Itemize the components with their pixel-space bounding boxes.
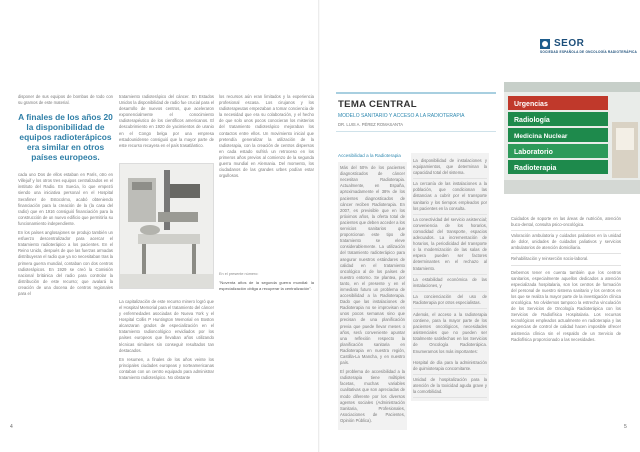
- left-column-2: [119, 94, 214, 384]
- seor-logo-subtitle: SOCIEDAD ESPAÑOLA DE ONCOLOGÍA RADIOTERÁPICA: [540, 50, 638, 54]
- caption-label: En el presente número:: [219, 272, 259, 277]
- left-col2-para-2: En resumen, a finales de los años veinte los principales ciudades europeas y norteamericanas contaban con un centro equipado para administrar tratamiento radioterápico. No obstante: [119, 356, 214, 380]
- right-col1-para-2: El problema de accesibilidad a la radioterapia tiene múltiples facetas, muchas variables cualitativas que son apreciadas de modo diferente por los diversos agentes sociales (Administración Sanitaria, Profesionales, Asociaciones de Pacientes, Opinión Pública).: [340, 369, 405, 423]
- right-col3-body: Debemos tener en cuenta también que los centros sanitarios, especialmente aquellos dedicados a atención especializada hospitalaria, son los centros de formación del personal de nuestro sistema sanitario y los centros en los que se realiza la mayor parte de la investigación clínica oncológica. No olvidemos tampoco la estrecha vinculación de los Servicios de Oncología Radioterápica con los Servicios de Radiofísica Hospitalaria. Los recursos tecnológicos empleados actualmente en radioterapia y las exigencias de control de calidad hacen imposible ofrecer asistencia clínica sin el respaldo de un Servicio de Radiofísica proporcionado a las necesidades.: [511, 269, 621, 342]
- left-col1-para-1: cada uno Dos de ellos estaban en París, otro en Villejuif y los otros tres equipos centralizados en el instituto del Radio. En Suecia, lo que empezó siendo una iniciativa personal en el Hospital Serafimer de Estocolmo, acabó obteniendo financiación para la creación de la (la casa del radio) que en 1916 consiguió financiación para la construcción de un nuevo edificio que permitiría su funcionamiento independiente.: [18, 172, 113, 226]
- hospital-signs-photo: [504, 82, 640, 194]
- seor-logo: [540, 38, 584, 49]
- right-col1-para-1: Más del 50% de los pacientes diagnosticados de cáncer necesitan Radioterapia. Actualmente, en España, aproximadamente el 38% de los pacientes diagnosticados de cáncer reciben Radioterapia. En 2007, es previsible que en los próximos años, la oferta total de pacientes que deben acceder a los servicios sanitarios que proporcionan este tipo de tratamiento se eleve considerablemente. La utilización del tratamiento radioterápico para asegurar nuestros estándares de calidad en el tratamiento oncológico al de los países de nuestro entorno. Se plantea, por tanto, en el presente y en el inmediato futuro un problema de accesibilidad a la Radioterapia. Dado que las instalaciones de Radioterapia no se improvisan en unos pocos semanas sino que precisan de una planificación previa que puede llevar meses o años, será conveniente apuntar una reflexión respecto la planificación sanitaria en Radioterapia en nuestra región, Castilla-La Mancha, y en nuestro país.: [340, 165, 405, 366]
- radiotherapy-equipment-illustration: [120, 164, 214, 289]
- seor-logo-text: SEOR: [554, 38, 585, 49]
- bullet-item: La disponibilidad de instalaciones y equipamientos, que determinan la capacidad total del sistema.: [413, 156, 487, 179]
- bullet-item: La concienciación del uso de Radioterapia por otros especialistas.: [413, 292, 487, 309]
- bullet-item: Rehabilitación y reinserción socio-laboral.: [511, 254, 621, 265]
- left-column-3: [219, 94, 314, 291]
- sign-medicina-nuclear: Medicina Nuclear: [514, 133, 568, 140]
- right-col2-box: [411, 153, 489, 401]
- bullet-item: Unidad de hospitalización para la atención de la toxicidad aguda grave y la comorbilidad.: [413, 375, 487, 398]
- bullet-item: Cuidados de soporte en las áreas de nutrición, atención buco-dental, consulta psico-oncológica.: [511, 214, 621, 231]
- left-column-1: [18, 94, 113, 300]
- hospital-signs-illustration: [504, 82, 640, 194]
- bullet-item: La conectividad del servicio asistencial; conveniencia de los horarios, comodidad del transporte, espacios adecuados. La incrementación de horarios, la periodicidad del transporte o la modernización de las salas de espera pueden ser factores determinantes en el rechazo al tratamiento.: [413, 215, 487, 275]
- pull-quote: A finales de los años 20 la disponibilidad de equipos radioterápicos era similar en otros países europeos.: [18, 112, 113, 163]
- bullet-item: Hospital de día para la administración de quimioterapia concomitante.: [413, 358, 487, 375]
- page-number-right: 5: [624, 424, 627, 430]
- left-col3-top: los recursos aún eran limitados y la experiencia profesional escasa. Los cirujanos y los radioterapeutas empezaban a tomar conciencia de la necesidad que era su colaboración, y el hecho de que solo unos pocos conocieran los misterios del tratamiento radioterápico mejoraban los contactos entre ellos. Un movimiento inicial que pretendía generalizar la utilización de la radioterapia, con la creación de centros dispersos en cada estado sufrirá un retroceso en los primeros años previos al comienzo de la segunda guerra mundial en Alemania. Del momento, los ciudadanos de las grandes urbes podían estar orgullosos.: [219, 94, 314, 179]
- left-col1-para-2: En los países anglosajones se produjo también un esfuerzo descentralizador para acercar el tratamiento radioterápico a los pacientes. En el Reino Unido, después de que las fuerzas armadas distribuyeran el radio que ya no necesitaban tras la primera guerra mundial, contaban con dos centros radioterápicos. En 1929 se creó la Comisión nacional británica del radio para controlar la distribución de este recurso; que avalará la creación de una docena de centros regionales para el: [18, 230, 113, 296]
- article-author: DR. LUIS A. PÉREZ ROMASANTA: [338, 122, 404, 127]
- page-number-left: 4: [10, 424, 13, 430]
- sign-urgencias: Urgencias: [514, 101, 548, 108]
- sign-radioterapia: Radioterapia: [514, 165, 557, 172]
- left-col1-top: disponer de sus equipos de bombas de todo con su gramos de este material.: [18, 94, 113, 106]
- article-subtitle: MODELO SANITARIO Y ACCESO A LA RADIOTERAPIA: [338, 113, 465, 119]
- right-col2-body: Además, el acceso a la radioterapia contiene, para la mayor parte de los pacientes oncológicos, necesidades asistenciales que no pueden ser totalmente satisfechas en los Servicios de Oncología Radioterápica. Enumeramos los más importantes:: [413, 311, 487, 354]
- article-title: TEMA CENTRAL: [338, 99, 417, 110]
- left-col2-top: tratamiento radioterápico del cáncer. En Estados Unidos la disponibilidad de radio fue crucial para el desarrollo de nuevos centros, que aceleraron exponencialmente el conocimiento radioterapéutico de los científicos americanos. El descubrimiento en 1920 de yacimientos de uranio en el Congo belga por una empresa estadounidense consiguió que la mayor parte de este recurso recayera en el país trasatlántico.: [119, 94, 214, 148]
- bullet-item: La cercanía de las instalaciones a la población, que condicionan las distancias a cubrir por el transporte sanitario y los tiempos empleados por los pacientes en la consulta.: [413, 179, 487, 214]
- article-title-block: [336, 92, 496, 132]
- right-column-2: [411, 153, 489, 401]
- bullet-item: La estabilidad económica de las instalaciones, y: [413, 275, 487, 292]
- right-column-1: [338, 153, 407, 430]
- left-col2-para-1: La capitalización de este recurso minero logró que el Hospital Memorial para el tratamiento del cáncer y enfermedades asociadas de Nueva York y el Hospital Collis P Huntington Memorial en Boston alcanzaran grados de especialización en el tratamiento radioncológico envidiados por los países europeos que llevaban años utilizando técnicas similares sin conseguir resultados tan destacados.: [119, 298, 214, 353]
- right-col1-box: [338, 162, 407, 430]
- historical-radiotherapy-photo: [119, 163, 214, 289]
- bullet-item: Valoración ambulatoria y cuidados paliativos en la unidad de dolor, unidades de cuidados paliativos y servicios ambulatorios de atención domiciliaria.: [511, 231, 621, 254]
- section-heading: Accesibilidad a la Radioterapia: [338, 153, 401, 158]
- sign-radiologia: Radiología: [514, 117, 550, 124]
- sign-laboratorio: Laboratorio: [514, 149, 553, 156]
- seor-logo-mark: [540, 39, 550, 49]
- right-column-3: [511, 214, 621, 346]
- caption-text: "Noventa años de la segunda guerra mundial: la especialización obliga a recuperar la centralización".: [219, 280, 314, 291]
